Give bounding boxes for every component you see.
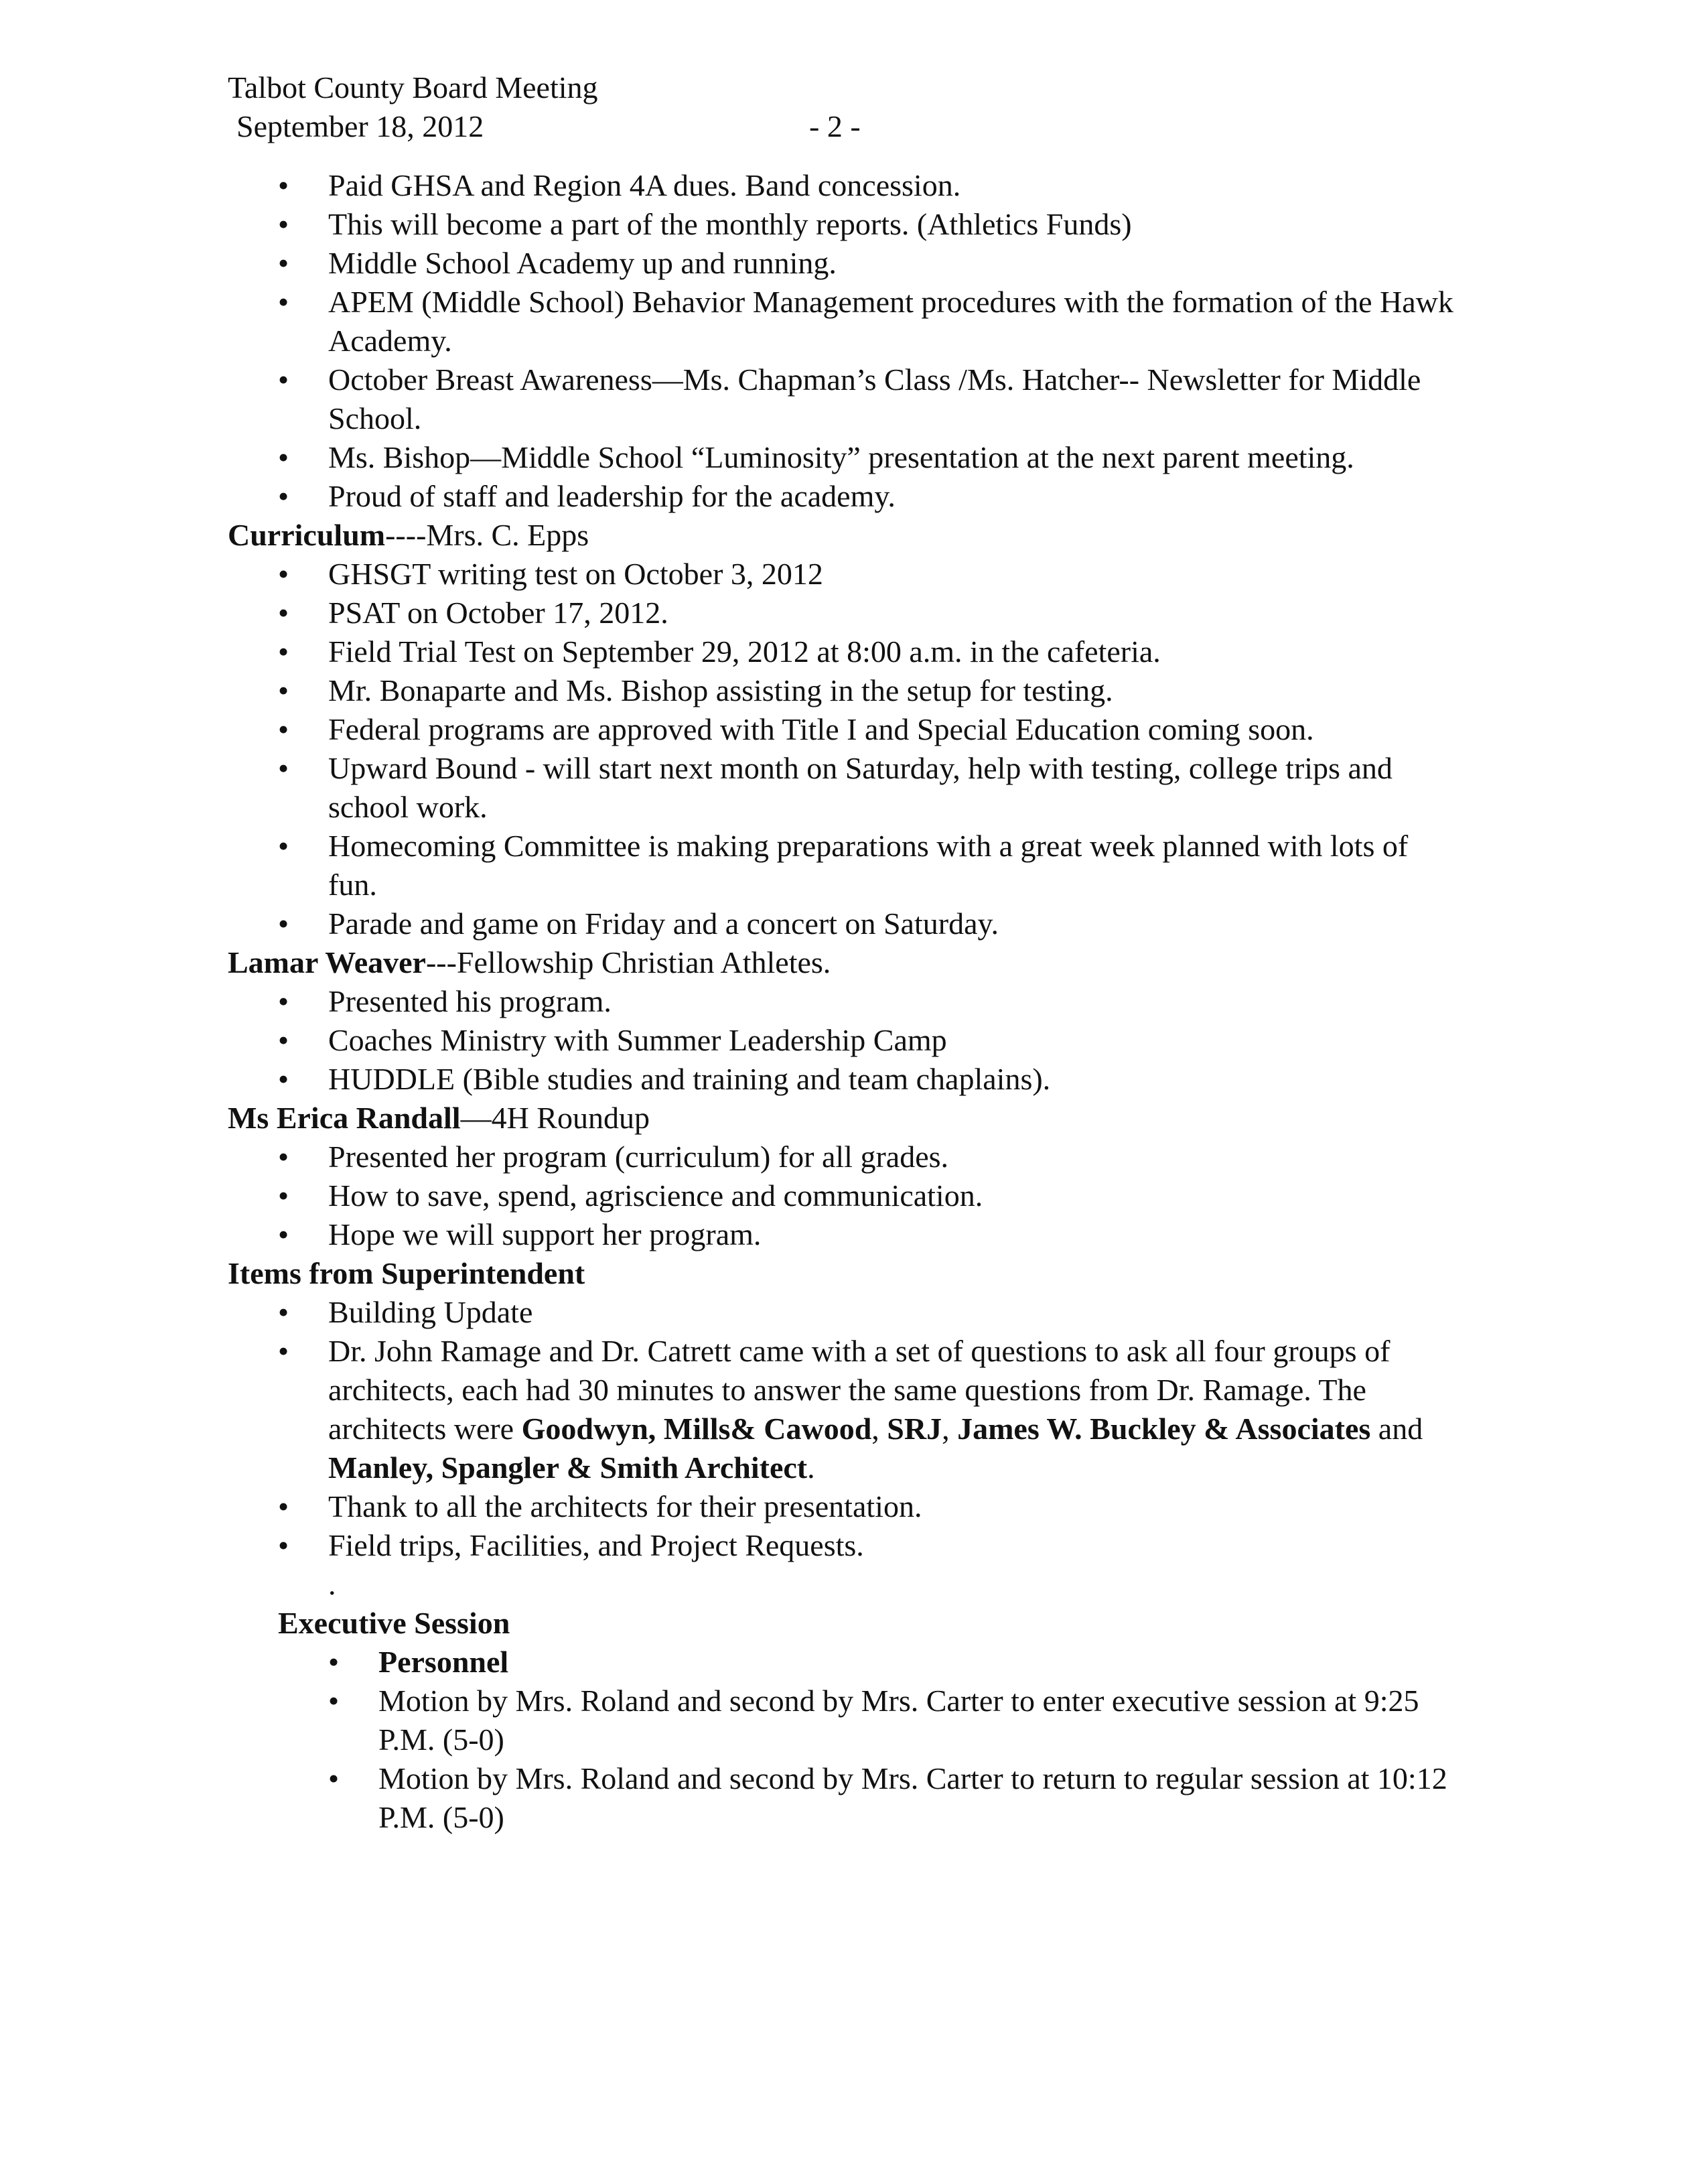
list-item: • Building Update <box>328 1293 1453 1332</box>
superintendent-heading <box>228 1254 1453 1293</box>
superintendent-list <box>228 1293 1453 1565</box>
architect-firm: Goodwyn, Mills& Cawood <box>521 1412 872 1446</box>
list-item: • October Breast Awareness—Ms. Chapman’s Class /Ms. Hatcher-- Newsletter for Middle School. <box>328 360 1453 438</box>
stray-dot: . <box>328 1567 336 1601</box>
list-item: • HUDDLE (Bible studies and training and team chaplains). <box>328 1060 1453 1099</box>
section-presenter: —4H Roundup <box>460 1101 650 1135</box>
list-item: • Proud of staff and leadership for the academy. <box>328 477 1453 516</box>
list-item: • Hope we will support her program. <box>328 1215 1453 1254</box>
minutes-body <box>228 166 1453 1837</box>
section-title: Executive Session <box>278 1606 510 1640</box>
randall-list <box>228 1138 1453 1254</box>
list-item: • Coaches Ministry with Summer Leadership Camp <box>328 1021 1453 1060</box>
section-title: Ms Erica Randall <box>228 1101 461 1135</box>
executive-heading <box>278 1604 1453 1643</box>
meeting-date: September 18, 2012 <box>236 109 484 143</box>
curriculum-list <box>228 555 1453 943</box>
list-item: • Field Trial Test on September 29, 2012 at 8:00 a.m. in the cafeteria. <box>328 632 1453 671</box>
list-item: • Presented his program. <box>328 982 1453 1021</box>
list-item: • Motion by Mrs. Roland and second by Mrs. Carter to enter executive session at 9:25 P.M. (5-0) <box>378 1682 1453 1759</box>
list-item: • Thank to all the architects for their presentation. <box>328 1487 1453 1526</box>
architect-firm: SRJ <box>887 1412 942 1446</box>
weaver-list <box>228 982 1453 1099</box>
list-item: • Upward Bound - will start next month on Saturday, help with testing, college trips and school work. <box>328 749 1453 827</box>
architects-intro: Dr. John Ramage and Dr. Catrett came with a set of questions to ask all four groups of architects, each had 30 minutes to answer the same questions from Dr. Ramage. The architects were <box>328 1334 1391 1446</box>
list-item: • Homecoming Committee is making preparations with a great week planned with lots of fun. <box>328 827 1453 904</box>
section-title: Lamar Weaver <box>228 945 426 979</box>
separator: , <box>871 1412 887 1446</box>
athletics-list <box>228 166 1453 516</box>
list-item: • GHSGT writing test on October 3, 2012 <box>328 555 1453 594</box>
section-presenter: ----Mrs. C. Epps <box>385 518 589 552</box>
separator: and <box>1370 1412 1423 1446</box>
list-item: • Parade and game on Friday and a concert on Saturday. <box>328 904 1453 943</box>
list-item: • Presented her program (curriculum) for all grades. <box>328 1138 1453 1176</box>
section-title: Curriculum <box>228 518 386 552</box>
list-item: • Federal programs are approved with Title I and Special Education coming soon. <box>328 710 1453 749</box>
list-item: • Middle School Academy up and running. <box>328 244 1453 283</box>
section-title: Items from Superintendent <box>228 1256 585 1290</box>
separator: . <box>807 1450 815 1485</box>
section-presenter: ---Fellowship Christian Athletes. <box>425 945 831 979</box>
executive-list <box>278 1643 1453 1837</box>
list-item <box>378 1643 1453 1682</box>
randall-heading <box>228 1099 1453 1138</box>
list-item: • Paid GHSA and Region 4A dues. Band concession. <box>328 166 1453 205</box>
separator: , <box>942 1412 958 1446</box>
executive-session <box>278 1604 1453 1837</box>
list-item: • This will become a part of the monthly reports. (Athletics Funds) <box>328 205 1453 244</box>
list-item: • APEM (Middle School) Behavior Management procedures with the formation of the Hawk Academy. <box>328 283 1453 360</box>
list-item: • Ms. Bishop—Middle School “Luminosity” presentation at the next parent meeting. <box>328 438 1453 477</box>
weaver-heading <box>228 943 1453 982</box>
page-number: - 2 - <box>809 109 861 143</box>
architect-firm: Manley, Spangler & Smith Architect <box>328 1450 808 1485</box>
list-item: • PSAT on October 17, 2012. <box>328 594 1453 632</box>
personnel-label: Personnel <box>378 1645 509 1679</box>
list-item: • Field trips, Facilities, and Project Requests. <box>328 1526 1453 1565</box>
document-title: Talbot County Board Meeting <box>228 70 598 105</box>
list-item: • Mr. Bonaparte and Ms. Bishop assisting in the setup for testing. <box>328 671 1453 710</box>
list-item: • How to save, spend, agriscience and communication. <box>328 1176 1453 1215</box>
architect-firm: James W. Buckley & Associates <box>957 1412 1371 1446</box>
list-item: • Motion by Mrs. Roland and second by Mrs. Carter to return to regular session at 10:12 P.M. (5-0) <box>378 1759 1453 1837</box>
architects-item <box>328 1332 1453 1487</box>
curriculum-heading <box>228 516 1453 555</box>
